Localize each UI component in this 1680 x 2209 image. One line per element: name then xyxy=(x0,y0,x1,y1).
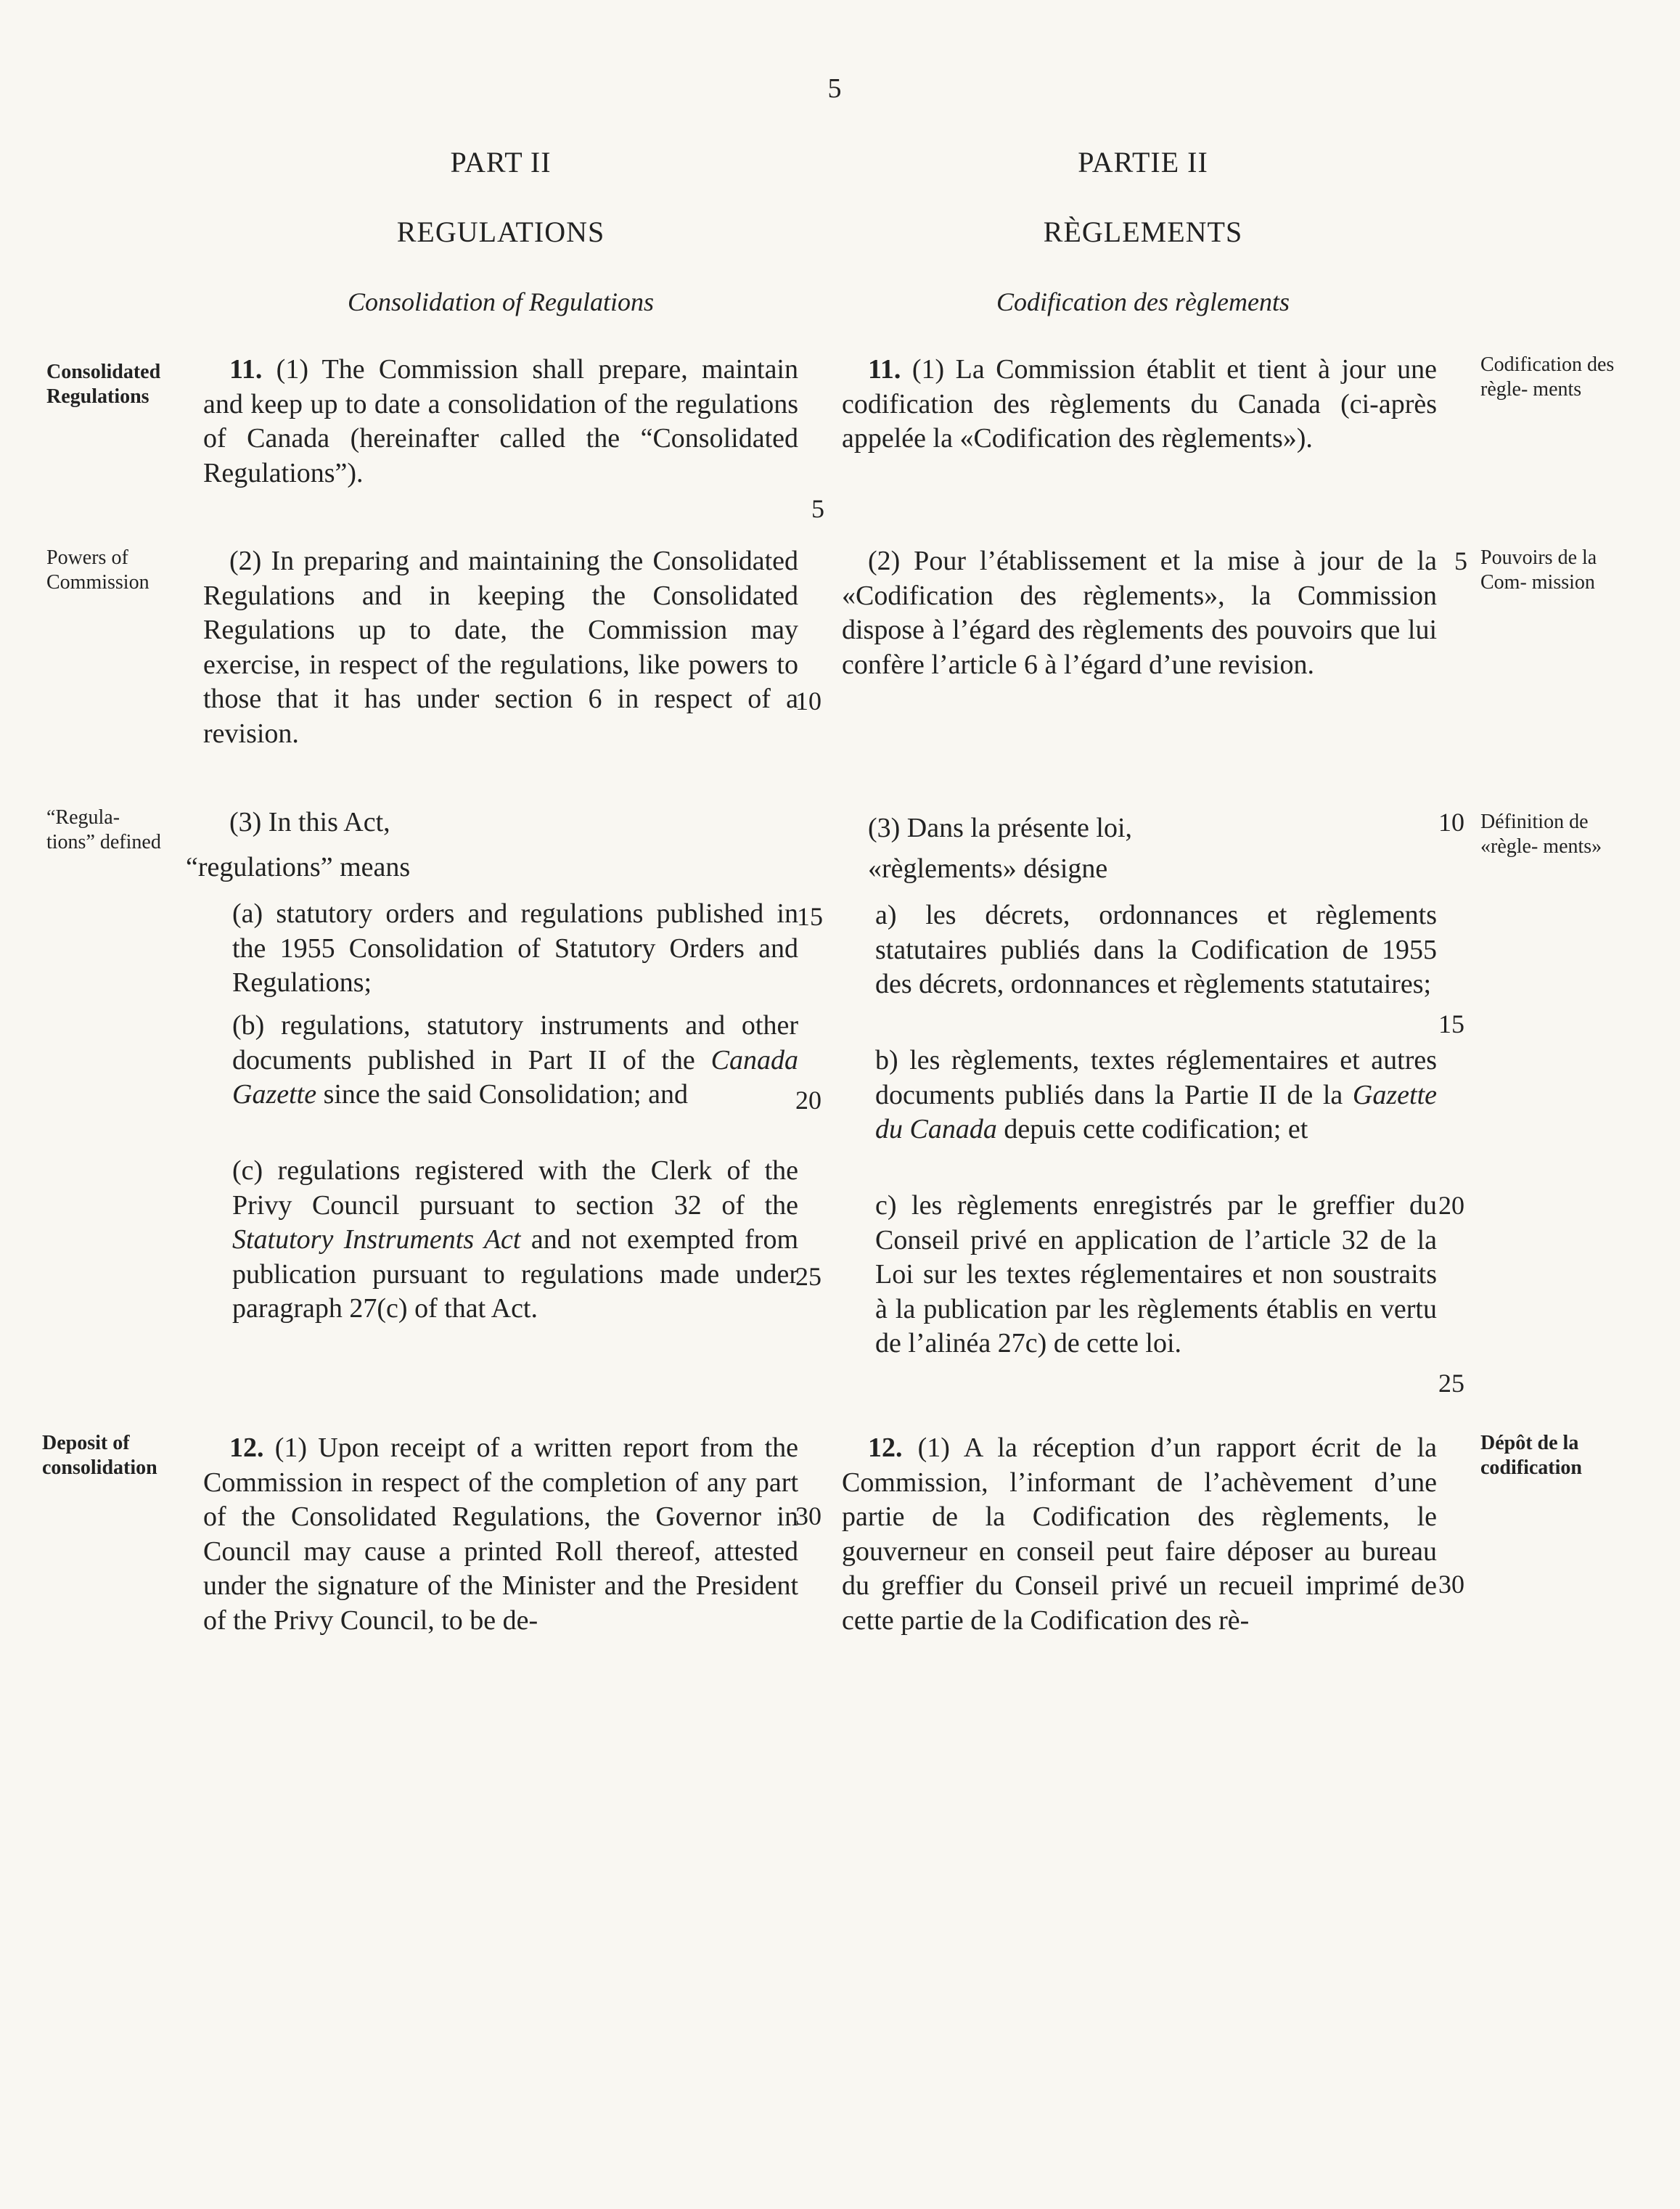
section-11-1-fr xyxy=(842,353,1437,456)
line-number: 25 xyxy=(795,1262,821,1291)
heading-en: REGULATIONS xyxy=(396,216,605,248)
page-number: 5 xyxy=(827,73,842,104)
margin-note-depot: Dépôt de la codification xyxy=(1480,1432,1582,1479)
item-c-fr xyxy=(875,1189,1437,1361)
item-b-en xyxy=(232,1009,798,1112)
paragraph-text: (3) In this Act, xyxy=(229,807,390,837)
section-11-3-fr xyxy=(842,811,1437,846)
line-number: 30 xyxy=(1438,1570,1464,1599)
margin-note-definition: Définition de «règle- ments» xyxy=(1480,811,1602,858)
line-number: 30 xyxy=(795,1501,821,1530)
part-title-en: PART II xyxy=(450,146,552,179)
section-12-1-en xyxy=(203,1431,798,1638)
section-12-1-fr xyxy=(842,1431,1437,1638)
paragraph-text: (1) Upon receipt of a written report from the Commission in respect of the completion of any part of the Consolidated Regulations, the Governor in Council may cause a printed Roll thereof, attested under the signature of the Minister and the President of the Privy Council, to be de- xyxy=(203,1433,798,1636)
line-number: 10 xyxy=(795,687,821,716)
paragraph-text: (2) Pour l’établissement et la mise à jour de la «Codification des règlements», la Commission dispose à l’égard des règlements des pouvoirs que lui confère l’article 6 à l’égard d’une revision. xyxy=(842,546,1437,680)
paragraph-text: and not exempted from publication pursuant to regulations made under paragraph 27(c) of that Act. xyxy=(232,1224,798,1324)
paragraph-text: (b) regulations, statutory instruments and other documents published in Part II of the xyxy=(232,1010,798,1075)
margin-note-consolidated: Consolidated Regulations xyxy=(46,361,161,408)
paragraph-text: b) les règlements, textes réglementaires et autres documents publiés dans la Partie II de la xyxy=(875,1045,1437,1110)
line-number: 5 xyxy=(811,494,824,523)
margin-note-pouvoirs: Pouvoirs de la Com- mission xyxy=(1480,546,1597,594)
emphasis: Gazette du Canada xyxy=(875,1079,1437,1144)
paragraph-text: (3) Dans la présente loi, xyxy=(868,813,1133,843)
section-number: 11. xyxy=(229,354,263,385)
margin-note-regs-defined: “Regula- tions” defined xyxy=(46,806,161,853)
line-number: 10 xyxy=(1438,808,1464,837)
line-number: 20 xyxy=(1438,1191,1464,1220)
heading-fr: RÈGLEMENTS xyxy=(1043,216,1243,248)
line-number: 15 xyxy=(797,902,823,931)
paragraph-text: (1) The Commission shall prepare, maintain and keep up to date a consolidation of the regulations of Canada (hereinafter called the “Consolidated Regulations”). xyxy=(203,354,798,488)
definition-term-en xyxy=(186,851,781,885)
line-number: 15 xyxy=(1438,1009,1464,1038)
section-number: 12. xyxy=(868,1433,903,1463)
section-number: 12. xyxy=(229,1433,264,1463)
section-11-1-en xyxy=(203,353,798,491)
item-a-en xyxy=(232,897,798,1001)
margin-note-codification: Codification des règle- ments xyxy=(1480,353,1615,401)
paragraph-text: c) les règlements enregistrés par le greffier du Conseil privé en application de l’article 32 de la Loi sur les textes réglementaires et non soustraits à la publication par les règlements établis en vertu de l’alinéa 27c) de cette loi. xyxy=(875,1190,1437,1358)
paragraph-text: (2) In preparing and maintaining the Consolidated Regulations and in keeping the Consolidated Regulations up to date, the Commission may exercise, in respect of the regulations, like powers to those that it has under section 6 in respect of a revision. xyxy=(203,546,798,749)
margin-note-powers: Powers of Commission xyxy=(46,546,149,594)
paragraph-text: a) les décrets, ordonnances et règlements statutaires publiés dans la Codification de 1955 des décrets, ordonnances et règlements statutaires; xyxy=(875,900,1437,999)
item-a-fr xyxy=(875,898,1437,1002)
definition-term-fr xyxy=(842,852,1437,887)
paragraph-text: since the said Consolidation; and xyxy=(316,1079,688,1110)
line-number: 25 xyxy=(1438,1369,1464,1398)
section-11-2-fr xyxy=(842,544,1437,682)
paragraph-text: (1) La Commission établit et tient à jour une codification des règlements du Canada (ci-après appelée la «Codification des règlements»). xyxy=(842,354,1437,454)
line-number: 5 xyxy=(1454,546,1467,575)
subheading-en: Consolidation of Regulations xyxy=(347,287,654,316)
paragraph-text: «règlements» désigne xyxy=(868,853,1108,884)
margin-note-deposit: Deposit of consolidation xyxy=(42,1432,157,1479)
section-11-2-en xyxy=(203,544,798,751)
item-c-en xyxy=(232,1154,798,1327)
paragraph-text: (1) A la réception d’un rapport écrit de la Commission, l’informant de l’achèvement d’une partie de la Codification des règlements, le gouverneur en conseil peut faire déposer au bureau du greffier du Conseil privé un recueil imprimé de cette partie de la Codification des rè- xyxy=(842,1433,1437,1636)
part-title-fr: PARTIE II xyxy=(1078,146,1208,179)
paragraph-text: “regulations” means xyxy=(186,852,411,882)
paragraph-text: (a) statutory orders and regulations published in the 1955 Consolidation of Statutory Orders and Regulations; xyxy=(232,898,798,998)
subheading-fr: Codification des règlements xyxy=(996,287,1290,316)
line-number: 20 xyxy=(795,1086,821,1115)
section-number: 11. xyxy=(868,354,901,385)
paragraph-text: depuis cette codification; et xyxy=(996,1114,1308,1144)
emphasis: Statutory Instruments Act xyxy=(232,1224,521,1255)
item-b-fr xyxy=(875,1044,1437,1147)
emphasis: Canada Gazette xyxy=(232,1044,798,1110)
section-11-3-en xyxy=(203,806,798,840)
paragraph-text: (c) regulations registered with the Clerk of the Privy Council pursuant to section 32 of the xyxy=(232,1155,798,1221)
